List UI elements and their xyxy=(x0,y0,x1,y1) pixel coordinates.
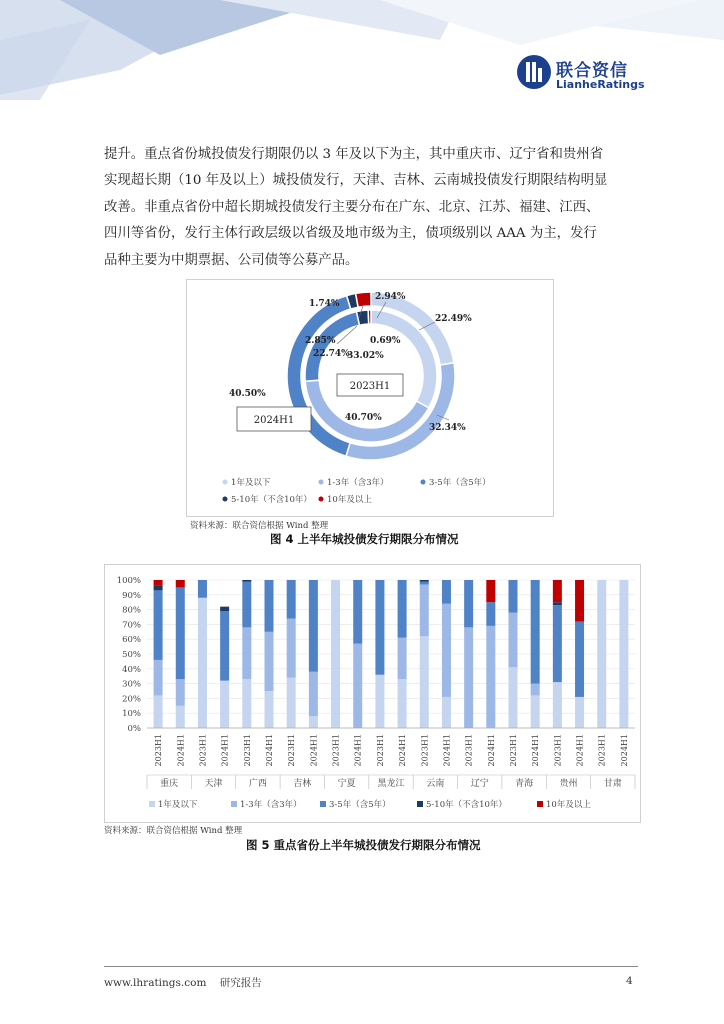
bar-segment-5-1 xyxy=(265,632,274,691)
bar-segment-2-0 xyxy=(198,598,207,728)
y-tick-label: 80% xyxy=(122,605,141,616)
y-tick-label: 40% xyxy=(122,664,141,675)
x-tick-label: 2024H1 xyxy=(442,734,452,767)
x-tick-label: 2024H1 xyxy=(531,734,541,767)
bar-segment-3-2 xyxy=(220,611,229,681)
donut-label-2023H1-4: 0.69% xyxy=(370,336,401,346)
body-paragraph xyxy=(104,142,624,274)
bar-segment-4-0 xyxy=(242,679,251,728)
bar-segment-0-1 xyxy=(154,660,163,696)
legend-swatch xyxy=(149,801,155,807)
y-tick-label: 90% xyxy=(122,590,141,601)
group-label: 黑龙江 xyxy=(377,779,405,789)
bar-segment-12-0 xyxy=(420,636,429,728)
x-tick-label: 2023H1 xyxy=(375,734,385,767)
figure5-caption: 图 5 重点省份上半年城投债发行期限分布情况 xyxy=(246,838,481,852)
brand-name-cn: 联合资信 xyxy=(556,61,628,81)
y-tick-label: 0% xyxy=(127,724,141,734)
y-tick-label: 60% xyxy=(122,635,141,646)
logo-mark-icon xyxy=(516,54,552,90)
bar-segment-21-0 xyxy=(619,580,628,728)
paragraph-line: 改善。非重点省份中超长期城投债发行主要分布在广东、北京、江苏、福建、江西、 xyxy=(104,199,600,215)
bar-segment-14-2 xyxy=(464,580,473,627)
donut-label-2023H1-0: 33.02% xyxy=(347,351,384,361)
bar-segment-15-1 xyxy=(486,626,495,728)
inner-ring-label: 2023H1 xyxy=(349,381,391,392)
brand-logo xyxy=(516,54,656,94)
donut-label-2023H1-1: 40.70% xyxy=(345,413,382,423)
bar-segment-7-1 xyxy=(309,672,318,716)
donut-slice-2023H1-4 xyxy=(368,310,371,324)
x-tick-label: 2024H1 xyxy=(220,734,230,767)
footer-divider xyxy=(104,966,638,967)
x-tick-label: 2023H1 xyxy=(420,734,430,767)
donut-label-2024H1-0: 22.49% xyxy=(435,314,472,324)
bar-segment-17-2 xyxy=(531,580,540,684)
bar-segment-16-2 xyxy=(509,580,518,613)
donut-label-2023H1-2: 22.74% xyxy=(313,349,350,359)
y-tick-label: 10% xyxy=(122,709,141,720)
bar-segment-15-4 xyxy=(486,580,495,602)
bar-segment-18-3 xyxy=(553,602,562,605)
bar-segment-5-2 xyxy=(265,580,274,632)
bar-segment-12-1 xyxy=(420,584,429,636)
x-tick-label: 2023H1 xyxy=(154,734,164,767)
group-label: 甘肃 xyxy=(603,779,622,789)
donut-label-2024H1-1: 32.34% xyxy=(429,423,466,433)
legend-label: 1-3年（含3年） xyxy=(327,478,389,488)
bar-segment-1-1 xyxy=(176,679,185,706)
footer-info xyxy=(104,975,272,990)
bar-segment-20-0 xyxy=(597,580,606,728)
x-tick-label: 2024H1 xyxy=(265,734,274,767)
legend-swatch xyxy=(319,497,324,502)
bar-segment-2-2 xyxy=(198,580,207,598)
bar-segment-11-0 xyxy=(398,679,407,728)
paragraph-line: 品种主要为中期票据、公司债等公募产品。 xyxy=(104,252,359,268)
bar-segment-11-1 xyxy=(398,638,407,679)
bar-segment-7-2 xyxy=(309,580,318,672)
x-tick-label: 2023H1 xyxy=(509,734,518,767)
bar-segment-19-4 xyxy=(575,580,584,621)
y-tick-label: 70% xyxy=(122,620,141,631)
x-tick-label: 2024H1 xyxy=(619,734,629,767)
figure4-caption: 图 4 上半年城投债发行期限分布情况 xyxy=(270,532,459,546)
bar-segment-11-2 xyxy=(398,580,407,638)
bar-segment-14-1 xyxy=(464,627,473,728)
bar-segment-3-0 xyxy=(220,681,229,728)
group-label: 青海 xyxy=(515,779,534,789)
bar-segment-1-2 xyxy=(176,587,185,679)
legend-swatch xyxy=(417,801,423,807)
bar-segment-0-2 xyxy=(154,590,163,660)
bar-segment-18-2 xyxy=(553,605,562,682)
bar-segment-13-0 xyxy=(442,697,451,728)
legend-swatch xyxy=(320,801,326,807)
bar-segment-6-1 xyxy=(287,618,296,677)
donut-slice-2024H1-4 xyxy=(356,292,371,307)
donut-label-2023H1-3: 2.85% xyxy=(305,336,336,346)
x-tick-label: 2023H1 xyxy=(287,734,297,767)
group-label: 重庆 xyxy=(160,779,179,789)
bar-segment-5-0 xyxy=(265,691,274,728)
outer-ring-label: 2024H1 xyxy=(253,415,295,426)
figure4-chart xyxy=(186,279,554,517)
bar-segment-4-3 xyxy=(242,580,251,581)
figure4-source: 资料来源：联合资信根据 Wind 整理 xyxy=(190,521,329,531)
group-label: 贵州 xyxy=(559,779,578,789)
y-tick-label: 20% xyxy=(122,694,141,705)
donut-label-2024H1-2: 40.50% xyxy=(229,389,266,399)
bar-segment-1-4 xyxy=(176,580,185,587)
bar-segment-0-3 xyxy=(154,586,163,590)
x-tick-label: 2023H1 xyxy=(464,734,474,767)
legend-swatch xyxy=(223,497,228,502)
legend-swatch xyxy=(421,480,426,485)
donut-label-2024H1-3: 1.74% xyxy=(309,299,340,309)
x-tick-label: 2023H1 xyxy=(198,734,208,767)
x-tick-label: 2023H1 xyxy=(597,734,607,767)
donut-chart xyxy=(187,280,553,516)
bar-segment-10-2 xyxy=(375,580,384,675)
legend-swatch xyxy=(223,480,228,485)
bar-segment-7-0 xyxy=(309,716,318,728)
bar-segment-6-2 xyxy=(287,580,296,618)
donut-slice-2023H1-3 xyxy=(356,310,368,325)
x-tick-label: 2024H1 xyxy=(309,734,319,767)
y-tick-label: 100% xyxy=(116,576,141,586)
paragraph-line: 四川等省份，发行主体行政层级以省级及地市级为主，债项级别以 AAA 为主，发行 xyxy=(104,226,597,242)
bar-segment-18-0 xyxy=(553,682,562,728)
bar-segment-0-4 xyxy=(154,580,163,586)
group-label: 云南 xyxy=(426,779,445,789)
y-tick-label: 30% xyxy=(122,679,141,690)
footer-site-link[interactable]: www.lhratings.com xyxy=(104,977,207,989)
bar-segment-16-1 xyxy=(509,613,518,668)
bar-segment-4-2 xyxy=(242,581,251,627)
legend-label: 3-5年（含5年） xyxy=(429,478,491,488)
bar-segment-1-0 xyxy=(176,706,185,728)
bar-segment-0-0 xyxy=(154,695,163,728)
legend-swatch xyxy=(537,801,543,807)
paragraph-line: 实现超长期（10 年及以上）城投债发行，天津、吉林、云南城投债发行期限结构明显 xyxy=(104,173,608,189)
legend-label: 10年及以上 xyxy=(546,800,591,810)
group-label: 天津 xyxy=(204,779,223,789)
x-tick-label: 2024H1 xyxy=(575,734,585,767)
bar-segment-16-0 xyxy=(509,667,518,728)
bar-segment-13-2 xyxy=(442,580,451,604)
bar-segment-4-1 xyxy=(242,627,251,679)
y-tick-label: 50% xyxy=(122,650,141,660)
group-label: 吉林 xyxy=(293,779,312,789)
x-tick-label: 2023H1 xyxy=(331,734,341,767)
x-tick-label: 2023H1 xyxy=(242,734,252,767)
bar-segment-9-2 xyxy=(353,580,362,644)
bar-segment-18-4 xyxy=(553,580,562,602)
figure5-source: 资料来源：联合资信根据 Wind 整理 xyxy=(104,826,243,836)
brand-name-en: LianheRatings xyxy=(556,78,645,91)
x-tick-label: 2024H1 xyxy=(486,734,496,767)
legend-swatch xyxy=(319,480,324,485)
bar-segment-6-0 xyxy=(287,678,296,728)
group-label: 辽宁 xyxy=(470,779,489,789)
x-tick-label: 2023H1 xyxy=(553,734,563,767)
bar-segment-3-3 xyxy=(220,607,229,611)
paragraph-line: 提升。重点省份城投债发行期限仍以 3 年及以下为主，其中重庆市、辽宁省和贵州省 xyxy=(104,147,604,162)
group-label: 宁夏 xyxy=(337,779,356,789)
bar-segment-12-3 xyxy=(420,580,429,581)
legend-label: 10年及以上 xyxy=(327,495,372,505)
bar-segment-15-2 xyxy=(486,602,495,626)
bar-segment-9-1 xyxy=(353,644,362,728)
x-tick-label: 2024H1 xyxy=(353,734,363,767)
x-tick-label: 2024H1 xyxy=(176,734,186,767)
bar-segment-19-2 xyxy=(575,621,584,696)
bar-segment-17-1 xyxy=(531,684,540,696)
legend-label: 5-10年（不含10年） xyxy=(426,800,507,810)
legend-swatch xyxy=(231,801,237,807)
bar-segment-13-1 xyxy=(442,604,451,697)
page-number: 4 xyxy=(626,975,633,987)
stacked-bar-chart xyxy=(105,565,640,822)
bar-segment-10-0 xyxy=(375,675,384,728)
figure5-chart xyxy=(104,564,641,823)
bar-segment-8-0 xyxy=(331,580,340,728)
legend-label: 1年及以下 xyxy=(158,800,198,810)
legend-label: 1年及以下 xyxy=(231,478,271,488)
footer-label: 研究报告 xyxy=(219,977,262,989)
bar-segment-17-0 xyxy=(531,695,540,728)
bar-segment-12-2 xyxy=(420,581,429,584)
donut-label-2024H1-4: 2.94% xyxy=(375,292,406,302)
bar-segment-19-0 xyxy=(575,697,584,728)
legend-label: 3-5年（含5年） xyxy=(329,800,391,810)
legend-label: 5-10年（不含10年） xyxy=(231,495,312,505)
x-tick-label: 2024H1 xyxy=(398,734,408,767)
legend-label: 1-3年（含3年） xyxy=(240,800,302,810)
group-label: 广西 xyxy=(248,779,267,789)
